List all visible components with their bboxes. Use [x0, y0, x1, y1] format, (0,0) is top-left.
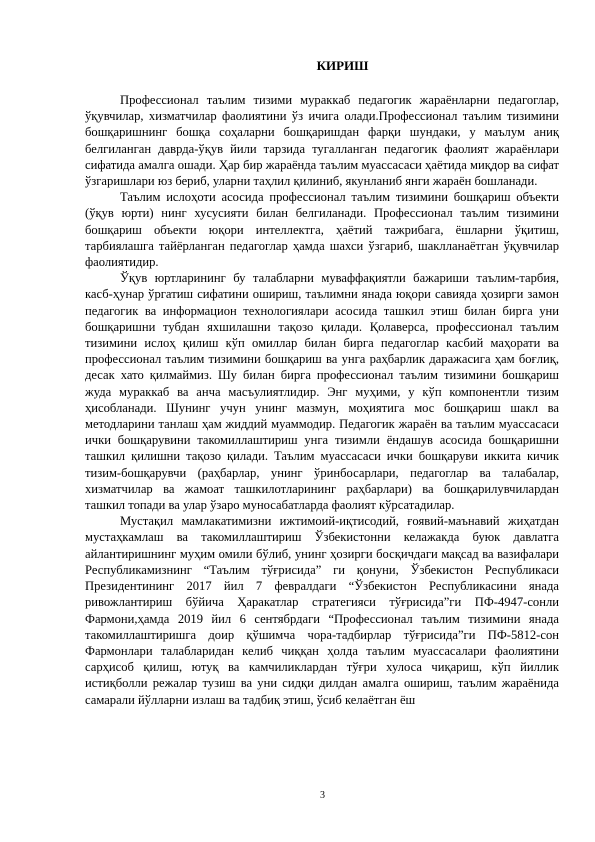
paragraph-3: Ўқув юртларининг бу талабларни муваффақиятли бажариши таълим-тарбия, касб-ҳунар ўргатиш сифатини ошириш, таълимни янада юқори савияда ҳозирги замон педагогик ва информацион технологиялари асосида ташкил этиш билан бирга уни бошқаришни тубдан яхшилашни тақозо қилади. Қолаверса, профессионал таълим тизимини ислоҳ қилиш кўп омиллар билан бирга педагоглар касбий маҳорати ва профессионал таълим тизимини бошқариш ва унга раҳбарлик даражасига ҳам боғлиқ, десак хато қилмаймиз. Шу билан бирга профессионал таълим тизимини бошқариш жуда мураккаб ва анча масъулиятлидир. Энг муҳими, у кўп компонентли тизим ҳисобланади. Шунинг учун унинг мазмун, моҳиятига мос бошқариш шакл ва методларини танлаш ҳам жиддий муаммодир. Педагогик жараён ва таълим муассасаси ички бошқарувини такомиллаштириш унга тизимли ёндашув асосида бошқаришни ташкил қилишни тақозо қилади. Таълим муассасаси ички бошқаруви иккита кичик тизим-бошқарувчи (раҳбарлар, унинг ўринбосарлари, педагоглар ва талабалар, хизматчилар ва жамоат ташкилотларининг раҳбарлари) ва бошқарилувчилардан ташкил топади ва улар ўзаро муносабатларда фаолият кўрсатадилар.	[85, 271, 559, 513]
body-text	[85, 92, 559, 708]
page-number: 3	[320, 790, 325, 801]
paragraph-4: Мустақил мамлакатимизни ижтимоий-иқтисодий, ғоявий-маънавий жиҳатдан мустаҳкамлаш ва такомиллаштириш Ўзбекистонни келажакда буюк давлатга айлантиришнинг муҳим омили бўлиб, унинг ҳозирги босқичдаги мақсад ва вазифалари Республикамизнинг “Таълим тўғрисида” ги қонуни, Ўзбекистон Республикаси Президентининг 2017 йил 7 февралдаги “Ўзбекистон Республикасини янада ривожлантириш бўйича Ҳаракатлар стратегияси тўғрисида”ги ПФ-4947-сонли Фармони,ҳамда 2019 йил 6 сентябрдаги “Профессионал таълим тизимини янада такомиллаштиришга доир қўшимча чора-тадбирлар тўғрисида”ги ПФ-5812-сон Фармонлари талабларидан келиб чиққан ҳолда таълим муассасалари фаолиятини сарҳисоб қилиш, ютуқ ва камчиликлардан тўғри хулоса чиқариш, кўп йиллик истиқболли режалар тузиш ва уни сидқи дилдан амалга ошириш, таълим жараёнида самарали йўлларни излаш ва тадбиқ этиш, ўсиб келаётган ёш	[85, 514, 559, 707]
paragraph-1: Профессионал таълим тизими мураккаб педагогик жараёнларни педагоглар, ўқувчилар, хизматчилар фаолиятини ўз ичига олади.Профессионал таълим тизимини бошқаришнинг бошқа соҳаларни бошқаришдан фарқи шундаки, у маълум аниқ белгиланган даврда-ўқув йили тарзида тугалланган педагогик фаолият жараёнлари сифатида амалга ошади. Ҳар бир жараёнда таълим муассасаси ҳаётида миқдор ва сифат ўзгаришлари юз бериб, уларни таҳлил қилиниб, якунланиб янги жараён бошланади.	[85, 93, 559, 189]
paragraph-2: Таълим ислоҳоти асосида профессионал таълим тизимини бошқариш объекти (ўқув юрти) нинг хусусияти билан белгиланади. Профессионал таълим тизимини бошқариш объекти юқори интеллектга, ҳаётий тажрибага, ёшларни ўқитиш, тарбиялашга тайёрланган педагоглар ҳамда шахси ўзгариб, шаклланаётган ўқувчилар фаолиятидир.	[85, 190, 559, 270]
page-title: КИРИШ	[316, 58, 369, 73]
